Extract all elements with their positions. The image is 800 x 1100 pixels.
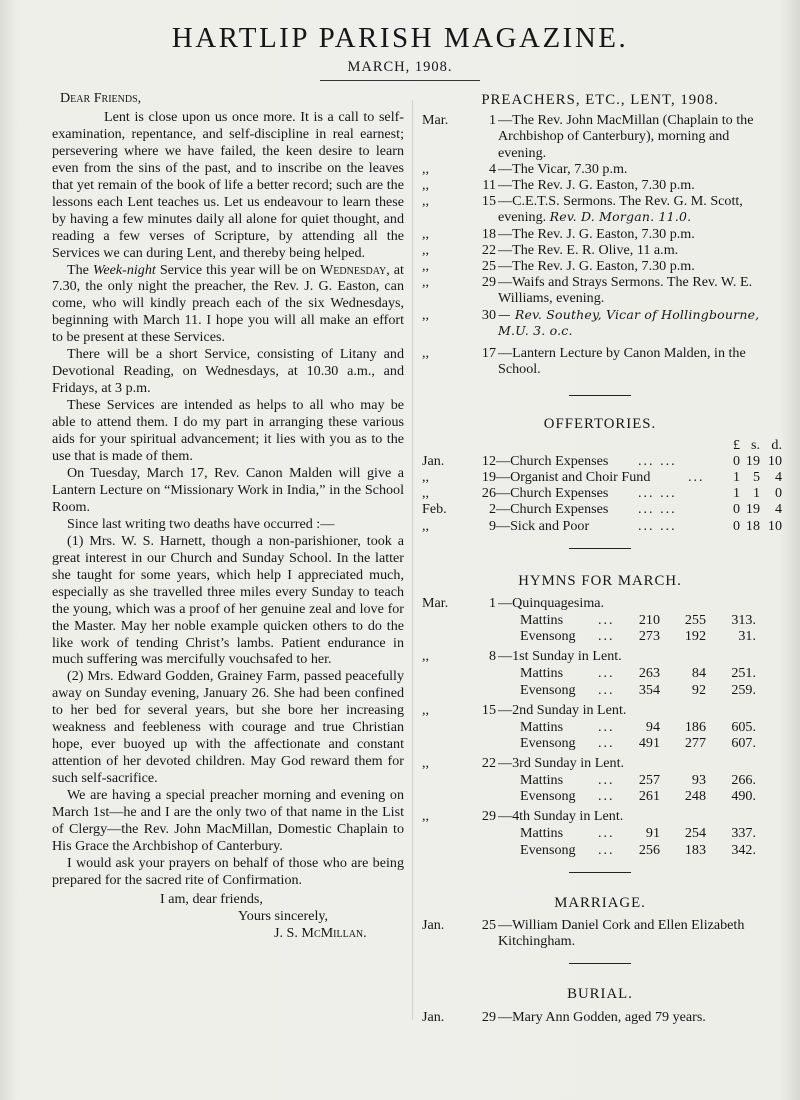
hymn-sunday: [420, 808, 780, 857]
entry-text: [498, 193, 780, 225]
entry-day: 1: [488, 112, 496, 129]
service-label: Mattins: [520, 825, 564, 842]
entry-text-printed: —The Rev. J. G. Easton, 7.30 p.m.: [498, 258, 695, 275]
hymn-number: 254: [684, 825, 706, 842]
closing-line: Yours sincerely,: [238, 907, 329, 924]
column-divider: [412, 100, 413, 1020]
entry-month: ,,: [422, 193, 430, 210]
hymn-number: 342.: [731, 841, 756, 858]
pounds-value: 0: [732, 452, 740, 469]
entry-month: Jan.: [422, 452, 445, 469]
weeknight-paragraph: The Week-night Service this year will be on Wednesday, at 7.30, the only night the preacher, the Rev. J. G. Easton, can come, who will kindly preach each of the six Wednesdays, beginning with March 11. I hope you will all make an effort to be present at these Services.: [52, 261, 404, 346]
mattins-row: [420, 719, 780, 735]
service-label: Evensong: [520, 628, 576, 645]
hymn-sunday: [420, 648, 780, 697]
offertories-list: [420, 453, 780, 534]
handwritten-note: Rev. D. Morgan. 11.0.: [549, 209, 692, 225]
entry-day: 29: [481, 1008, 496, 1025]
hymn-sunday: [420, 755, 780, 804]
shillings-value: 19: [745, 501, 760, 518]
entry-month: ,,: [422, 258, 430, 275]
shillings-value: 18: [745, 517, 760, 534]
entry-text: [498, 177, 780, 193]
vicar-letter: [52, 90, 404, 942]
hymn-number: 261: [638, 788, 660, 805]
leader-dots: ...: [598, 611, 615, 628]
section-rule: [569, 548, 631, 549]
offertory-item: —Sick and Poor: [496, 517, 590, 534]
service-label: Mattins: [520, 718, 564, 735]
preachers-title: PREACHERS, ETC., LENT, 1908.: [481, 92, 719, 108]
entry-text-printed: —The Rev. E. R. Olive, 11 a.m.: [498, 241, 679, 258]
entry-day: 26: [481, 485, 496, 502]
sunday-heading: [420, 648, 780, 665]
service-label: Evensong: [520, 734, 576, 751]
preacher-entry: [420, 112, 780, 161]
hymn-number: 277: [684, 734, 706, 751]
entry-month: ,,: [422, 701, 430, 718]
letter-paragraph: (2) Mrs. Edward Godden, Grainey Farm, passed peacefully away on Sunday evening, January 26. She had been confined to her bed for several years, but she bore her increasing weakness and feebleness with courage and true Christian hope, ever buoyed up with the affectionate and constant attention of her devoted children. May God reward them for such self-sacrifice.: [52, 668, 404, 787]
entry-day: 9: [488, 517, 496, 534]
entry-month: ,,: [422, 345, 430, 362]
letter-paragraph: Lent is close upon us once more. It is a call to self-examination, repentance, and self-discipline in real earnest; persevering where we have failed, the keen desire to learn even from the sins of the past, and to inscribe on the leaves that yet remain of the book of life a better record; such are the lessons each Lent teaches us. Let us endeavour to learn these by having a few minutes daily all alone for quiet thought, and reading a few verses of Scripture, by attending all the Services we can during Lent, and thereby being helped.: [52, 108, 404, 261]
letter-paragraph: Since last writing two deaths have occurred :—: [67, 515, 335, 532]
hymn-number: 605.: [731, 718, 756, 735]
entry-text: [498, 161, 780, 177]
entry-day: 8: [488, 648, 496, 665]
leader-dots: ...: [598, 788, 615, 805]
pounds-value: 0: [732, 501, 740, 518]
masthead-rule: [320, 80, 480, 81]
entry-month: Mar.: [422, 112, 449, 129]
hymn-number: 273: [638, 628, 660, 645]
hymn-number: 183: [684, 841, 706, 858]
marriage-title: MARRIAGE.: [554, 894, 646, 911]
entry-text-printed: —Waifs and Strays Sermons. The Rev. W. E. Williams, evening.: [498, 274, 753, 307]
pounds-value: 0: [732, 517, 740, 534]
shillings-value: 19: [745, 452, 760, 469]
shillings-header: s.: [750, 436, 760, 453]
offertories-header: [420, 437, 780, 453]
hymns-list: [420, 595, 780, 858]
mattins-row: [420, 825, 780, 841]
entry-day: 30: [481, 306, 496, 323]
letter-paragraph: I would ask your prayers on behalf of those who are being prepared for the sacred rite of Confirmation.: [52, 854, 404, 888]
letter-paragraph: These Services are intended as helps to all who may be able to attend them. I do my part in arranging these various aids for your spiritual advancement; it lies with you as to the use that is made of them.: [52, 397, 404, 465]
wednesday-text: Wednesday: [320, 261, 387, 278]
shillings-value: 1: [752, 485, 760, 502]
letter-closing: [52, 891, 404, 942]
hymn-number: 257: [638, 772, 660, 789]
entry-text: —Mary Ann Godden, aged 79 years.: [498, 1008, 706, 1025]
entry-text: [498, 307, 780, 339]
hymn-number: 31.: [738, 628, 756, 645]
hymn-number: 337.: [731, 825, 756, 842]
entry-day: 25: [481, 917, 496, 934]
preacher-entry: [420, 177, 780, 193]
entry-month: ,,: [422, 306, 430, 323]
evensong-row: [420, 682, 780, 698]
pounds-value: 1: [732, 485, 740, 502]
hymn-number: 263: [638, 665, 660, 682]
issue-date: MARCH, 1908.: [347, 59, 453, 75]
preacher-entry: [420, 307, 780, 339]
marriage-entry: [420, 917, 780, 949]
mattins-row: [420, 772, 780, 788]
hymn-number: 251.: [731, 665, 756, 682]
entry-text-printed: —The Vicar, 7.30 p.m.: [498, 160, 628, 177]
entry-month: ,,: [422, 274, 430, 291]
entry-text: [498, 258, 780, 274]
leader-dots: ...: [598, 841, 615, 858]
hymn-number: 210: [638, 611, 660, 628]
preacher-entry: [420, 161, 780, 177]
entry-month: ,,: [422, 755, 430, 772]
preacher-entry: [420, 274, 780, 306]
entry-day: 15: [481, 193, 496, 210]
entry-month: Feb.: [422, 501, 447, 518]
entry-month: ,,: [422, 469, 430, 486]
evensong-row: [420, 628, 780, 644]
hymn-sunday: [420, 595, 780, 644]
entry-month: ,,: [422, 648, 430, 665]
preachers-list: [420, 112, 780, 377]
entry-text-printed: —C.E.T.S. Sermons. The Rev. G. M. Scott, evening.: [498, 193, 743, 226]
sunday-name: —2nd Sunday in Lent.: [498, 701, 627, 718]
weeknight-emphasis: Week-night: [92, 261, 156, 278]
leader-dots: ... ...: [638, 501, 677, 518]
offertory-row: [420, 453, 780, 469]
hymn-number: 490.: [731, 788, 756, 805]
hymn-number: 259.: [731, 681, 756, 698]
entry-text: [498, 112, 780, 161]
service-label: Evensong: [520, 841, 576, 858]
entry-month: ,,: [422, 225, 430, 242]
offertory-row: [420, 501, 780, 517]
entry-text: [498, 345, 780, 377]
sunday-heading: [420, 595, 780, 612]
entry-month: Jan.: [422, 917, 445, 934]
hymn-number: 192: [684, 628, 706, 645]
evensong-row: [420, 735, 780, 751]
service-label: Mattins: [520, 611, 564, 628]
service-label: Mattins: [520, 665, 564, 682]
hymn-number: 255: [684, 611, 706, 628]
entry-month: ,,: [422, 517, 430, 534]
entry-day: 1: [488, 594, 496, 611]
offertories-title: OFFERTORIES.: [543, 416, 657, 433]
hymn-number: 313.: [731, 611, 756, 628]
entry-month: ,,: [422, 485, 430, 502]
offertory-item: —Church Expenses: [496, 501, 609, 518]
masthead: [0, 22, 800, 81]
mattins-row: [420, 612, 780, 628]
offertory-row: [420, 469, 780, 485]
preacher-entry: [420, 226, 780, 242]
signature: J. S. McMillan.: [274, 924, 367, 941]
hymn-number: 84: [691, 665, 706, 682]
letter-paragraph: We are having a special preacher morning and evening on March 1st—he and I are the only two of that name in the List of Clergy—the Rev. John MacMillan, Domestic Chaplain to His Grace the Archbishop of Canterbury.: [52, 787, 404, 854]
hymns-title: HYMNS FOR MARCH.: [518, 572, 682, 589]
mattins-row: [420, 665, 780, 681]
entry-month: ,,: [422, 160, 430, 177]
pounds-value: 1: [732, 469, 740, 486]
entry-text-printed: —Lantern Lecture by Canon Malden, in the School.: [498, 345, 746, 378]
entry-day: 25: [481, 258, 496, 275]
hymn-number: 92: [691, 681, 706, 698]
entry-day: 11: [482, 177, 496, 194]
evensong-row: [420, 842, 780, 858]
entry-text: [498, 274, 780, 306]
sunday-heading: [420, 808, 780, 825]
entry-day: 17: [481, 345, 496, 362]
pounds-header: £: [732, 436, 740, 453]
hymn-number: 186: [684, 718, 706, 735]
burial-title: BURIAL.: [567, 986, 633, 1003]
shillings-value: 5: [752, 469, 760, 486]
pence-value: 10: [767, 452, 782, 469]
leader-dots: ...: [688, 469, 705, 486]
preacher-entry: [420, 242, 780, 258]
service-label: Evensong: [520, 681, 576, 698]
preacher-entry: [420, 345, 780, 377]
leader-dots: ...: [598, 825, 615, 842]
hymn-number: 91: [645, 825, 660, 842]
entry-day: 22: [481, 241, 496, 258]
offertory-row: [420, 485, 780, 501]
leader-dots: ...: [598, 665, 615, 682]
hymn-number: 248: [684, 788, 706, 805]
entry-day: 15: [481, 701, 496, 718]
letter-paragraph: There will be a short Service, consisting of Litany and Devotional Reading, on Wednesdays, at 10.30 a.m., and Fridays, at 3 p.m.: [52, 346, 404, 397]
sunday-heading: [420, 755, 780, 772]
sunday-heading: [420, 702, 780, 719]
magazine-title: HARTLIP PARISH MAGAZINE.: [171, 22, 629, 54]
entry-text-printed: —The Rev. John MacMillan (Chaplain to the Archbishop of Canterbury), morning and evening.: [498, 112, 754, 161]
entry-day: 22: [481, 755, 496, 772]
sunday-name: —4th Sunday in Lent.: [498, 808, 624, 825]
leader-dots: ...: [598, 681, 615, 698]
entry-day: 12: [481, 452, 496, 469]
entry-text-printed: —The Rev. J. G. Easton, 7.30 p.m.: [498, 225, 695, 242]
letter-paragraph: On Tuesday, March 17, Rev. Canon Malden will give a Lantern Lecture on “Missionary Work in India,” in the School Room.: [52, 464, 404, 515]
service-label: Evensong: [520, 788, 576, 805]
leader-dots: ... ...: [638, 517, 677, 534]
entry-month: ,,: [422, 177, 430, 194]
offertory-item: —Church Expenses: [496, 452, 609, 469]
leader-dots: ...: [598, 734, 615, 751]
hymn-number: 256: [638, 841, 660, 858]
notices-column: [420, 92, 780, 1025]
pence-value: 10: [767, 517, 782, 534]
entry-month: ,,: [422, 241, 430, 258]
preacher-entry: [420, 258, 780, 274]
hymn-number: 93: [691, 772, 706, 789]
entry-day: 29: [481, 808, 496, 825]
pence-header: d.: [771, 436, 782, 453]
burial-entry: [420, 1009, 780, 1025]
section-rule: [569, 963, 631, 964]
hymn-sunday: [420, 702, 780, 751]
handwritten-note: — Rev. Southey, Vicar of Hollingbourne, M.U. 3. o.c.: [498, 306, 760, 338]
entry-month: ,,: [422, 808, 430, 825]
offertory-row: [420, 518, 780, 534]
sunday-name: —Quinquagesima.: [498, 594, 605, 611]
pence-value: 4: [774, 469, 782, 486]
closing-line: I am, dear friends,: [160, 890, 263, 907]
entry-text: [498, 242, 780, 258]
entry-text: [498, 226, 780, 242]
pence-value: 0: [774, 485, 782, 502]
leader-dots: ...: [598, 718, 615, 735]
entry-day: 29: [481, 274, 496, 291]
entry-day: 4: [488, 160, 496, 177]
hymn-number: 266.: [731, 772, 756, 789]
sunday-name: —1st Sunday in Lent.: [498, 648, 622, 665]
offertory-item: —Church Expenses: [496, 485, 609, 502]
entry-day: 18: [481, 225, 496, 242]
leader-dots: ...: [598, 772, 615, 789]
pence-value: 4: [774, 501, 782, 518]
letter-paragraph: (1) Mrs. W. S. Harnett, though a non-parishioner, took a great interest in our Church and Sunday School. In the latter she taught for some years, which help I appreciated much, especially as she travelled three miles every Sunday to teach the young, which was a proof of her genuine zeal and love for the Master. May her noble example quicken others to do the like work of tending Christ’s lambs. Patient endurance in much suffering was mercifully vouchsafed to her.: [52, 532, 404, 668]
entry-day: 2: [488, 501, 496, 518]
section-rule: [569, 395, 631, 396]
entry-text-printed: —The Rev. J. G. Easton, 7.30 p.m.: [498, 177, 695, 194]
service-label: Mattins: [520, 772, 564, 789]
hymn-number: 491: [638, 734, 660, 751]
entry-month: Mar.: [422, 594, 449, 611]
sunday-name: —3rd Sunday in Lent.: [498, 755, 625, 772]
entry-month: Jan.: [422, 1008, 445, 1025]
evensong-row: [420, 788, 780, 804]
entry-day: 19: [481, 469, 496, 486]
leader-dots: ...: [598, 628, 615, 645]
preacher-entry: [420, 193, 780, 225]
leader-dots: ... ...: [638, 485, 677, 502]
offertory-item: —Organist and Choir Fund: [496, 469, 651, 486]
hymn-number: 354: [638, 681, 660, 698]
section-rule: [569, 872, 631, 873]
salutation: Dear Friends,: [60, 90, 142, 106]
hymn-number: 607.: [731, 734, 756, 751]
hymn-number: 94: [645, 718, 660, 735]
leader-dots: ... ...: [638, 452, 677, 469]
entry-text: —William Daniel Cork and Ellen Elizabeth Kitchingham.: [498, 917, 745, 950]
